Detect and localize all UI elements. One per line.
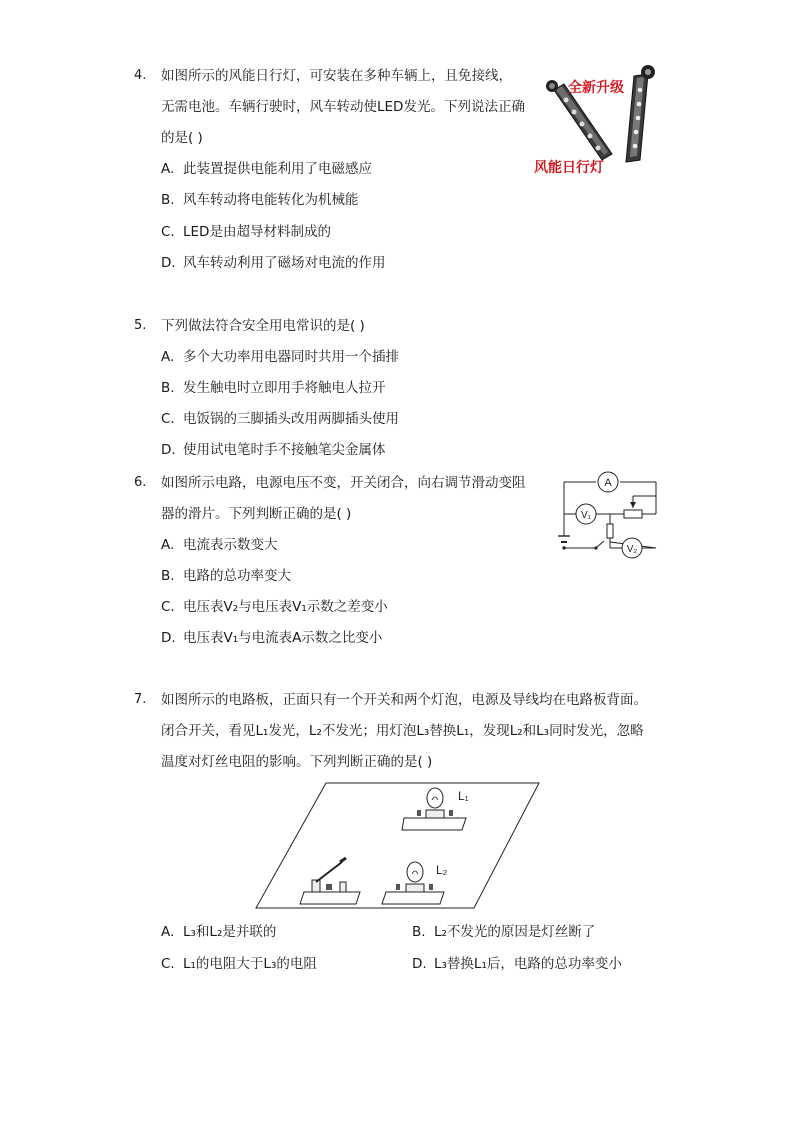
option-text: L₃和L₂是并联的: [183, 924, 277, 940]
option-b[interactable]: [161, 378, 386, 398]
option-c[interactable]: [161, 409, 399, 429]
option-key: D.: [412, 956, 427, 972]
option-b[interactable]: [161, 566, 291, 586]
option-key: B.: [412, 924, 426, 940]
option-key: C.: [161, 956, 175, 972]
option-text: 多个大功率用电器同时共用一个插排: [183, 349, 399, 365]
option-key: A.: [161, 349, 175, 365]
option-text: LED是由超导材料制成的: [183, 224, 331, 240]
option-text: L₂不发光的原因是灯丝断了: [434, 924, 596, 940]
option-key: A.: [161, 924, 175, 940]
option-key: C.: [161, 224, 175, 240]
option-text: 风车转动利用了磁场对电流的作用: [183, 255, 386, 271]
question-number: 7.: [134, 692, 147, 707]
option-key: B.: [161, 380, 175, 396]
voltmeter2-label: V₂: [626, 544, 638, 555]
option-text: 电饭锅的三脚插头改用两脚插头使用: [183, 411, 399, 427]
option-a[interactable]: [161, 922, 276, 942]
question-stem-line: 无需电池。车辆行驶时，风车转动使LED发光。下列说法正确: [161, 99, 525, 115]
option-d[interactable]: [161, 628, 382, 648]
question-stem-line: 下列做法符合安全用电常识的是( ): [161, 318, 365, 334]
question-stem-line: 温度对灯丝电阻的影响。下列判断正确的是( ): [161, 754, 433, 770]
question-stem-line: 如图所示的风能日行灯，可安装在多种车辆上，且免接线，: [161, 68, 512, 84]
option-text: 发生触电时立即用手将触电人拉开: [183, 380, 386, 396]
option-b[interactable]: [161, 190, 359, 210]
option-key: D.: [161, 255, 176, 271]
option-text: 电压表V₂与电压表V₁示数之差变小: [183, 599, 388, 615]
image-top-label: 全新升级: [568, 79, 624, 95]
question-stem-line: 闭合开关，看见L₁发光，L₂不发光；用灯泡L₃替换L₁，发现L₂和L₃同时发光，忽略: [161, 723, 644, 739]
option-text: 电路的总功率变大: [183, 568, 291, 584]
voltmeter1-label: V₁: [580, 510, 592, 521]
option-key: C.: [161, 599, 175, 615]
lamp-l1-label: L₁: [458, 789, 469, 803]
light-bar-right: [626, 65, 655, 162]
question-stem-line: 如图所示电路，电源电压不变，开关闭合，向右调节滑动变阻: [161, 475, 526, 491]
option-d[interactable]: [161, 440, 386, 460]
option-b[interactable]: [412, 922, 595, 942]
option-c[interactable]: [161, 597, 388, 617]
option-key: A.: [161, 537, 175, 553]
option-a[interactable]: [161, 535, 278, 555]
option-key: D.: [161, 442, 176, 458]
option-key: D.: [161, 630, 176, 646]
circuit-board-image: [252, 780, 544, 912]
question-stem-line: 的是( ): [161, 130, 203, 146]
option-c[interactable]: [161, 222, 331, 242]
option-text: 电压表V₁与电流表A示数之比变小: [183, 630, 383, 646]
lamp-l2-label: L₂: [436, 863, 448, 877]
question-number: 5.: [134, 318, 147, 333]
option-a[interactable]: [161, 347, 399, 367]
option-d[interactable]: [412, 954, 622, 974]
option-text: L₃替换L₁后，电路的总功率变小: [434, 956, 622, 972]
option-key: A.: [161, 161, 175, 177]
option-text: 电流表示数变大: [183, 537, 278, 553]
option-text: 风车转动将电能转化为机械能: [183, 192, 359, 208]
image-bottom-label: 风能日行灯: [534, 159, 604, 175]
option-c[interactable]: [161, 954, 317, 974]
option-key: B.: [161, 192, 175, 208]
question-number: 6.: [134, 475, 147, 490]
option-key: C.: [161, 411, 175, 427]
option-text: L₁的电阻大于L₃的电阻: [183, 956, 317, 972]
question-number: 4.: [134, 68, 147, 83]
question-stem-line: 如图所示的电路板，正面只有一个开关和两个灯泡，电源及导线均在电路板背面。: [161, 692, 647, 708]
option-text: 使用试电笔时手不接触笔尖金属体: [183, 442, 386, 458]
wind-light-image: [532, 62, 662, 180]
circuit-diagram: [552, 462, 664, 566]
option-key: B.: [161, 568, 175, 584]
ammeter-label: A: [604, 477, 612, 489]
question-stem-line: 器的滑片。下列判断正确的是( ): [161, 506, 352, 522]
option-text: 此装置提供电能利用了电磁感应: [183, 161, 372, 177]
option-d[interactable]: [161, 253, 386, 273]
option-a[interactable]: [161, 159, 372, 179]
